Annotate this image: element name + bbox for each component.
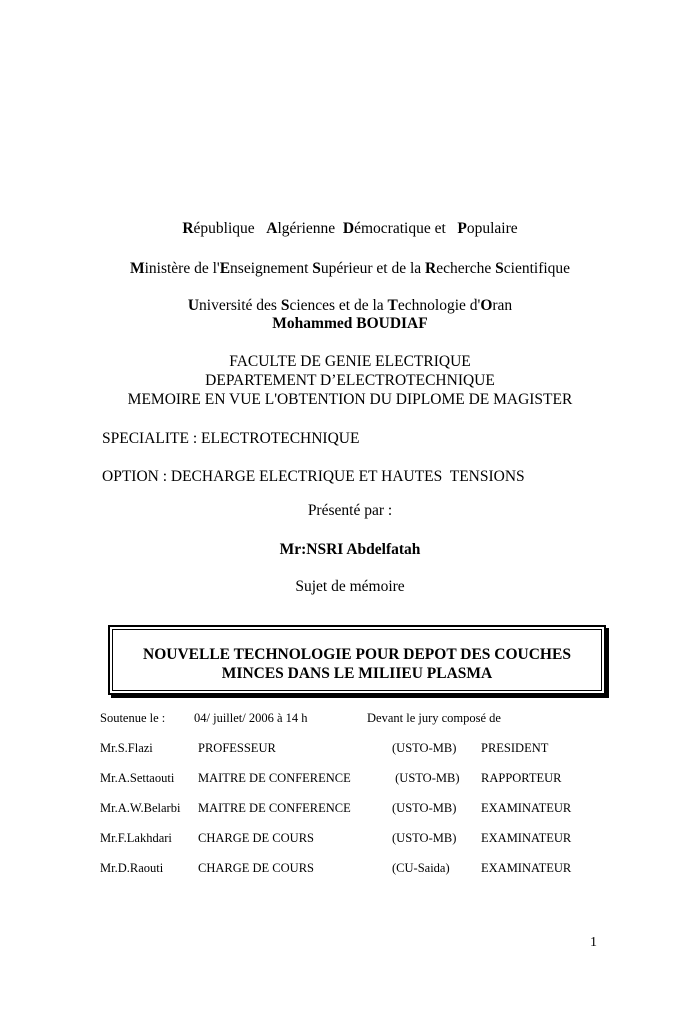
subject-label: Sujet de mémoire <box>295 578 405 595</box>
republic-initial: P <box>457 220 467 237</box>
ministry-line <box>0 260 700 278</box>
jury-role: RAPPORTEUR <box>481 771 562 785</box>
ministry-word: echerche <box>436 260 492 277</box>
ministry-initial: S <box>312 260 321 277</box>
ministry-word: cientifique <box>503 260 571 277</box>
university-word: niversité des <box>199 297 277 314</box>
ministry-word: inistère de l' <box>144 260 220 277</box>
specialite-line: SPECIALITE : ELECTROTECHNIQUE <box>102 430 360 447</box>
republic-initial: R <box>182 220 194 237</box>
jury-institution: (USTO-MB) <box>392 771 460 785</box>
university-initial: S <box>280 297 290 314</box>
defense-date: 04/ juillet/ 2006 à 14 h <box>194 711 308 725</box>
option-line: OPTION : DECHARGE ELECTRIQUE ET HAUTES TENSIONS <box>102 468 525 485</box>
presented-by-label: Présenté par : <box>307 502 393 519</box>
jury-institution: (USTO-MB) <box>392 801 457 815</box>
university-initial: U <box>187 297 200 314</box>
ministry-initial: M <box>129 260 145 277</box>
jury-grade: MAITRE DE CONFERENCE <box>198 771 351 785</box>
thesis-title-line-2: MINCES DANS LE MILIIEU PLASMA <box>221 665 493 682</box>
ministry-word: upérieur et de la <box>320 260 422 277</box>
republic-word: lgérienne <box>277 220 336 237</box>
jury-grade: CHARGE DE COURS <box>198 831 314 845</box>
jury-name: Mr.A.Settaouti <box>100 771 175 785</box>
university-word: echnologie d' <box>397 297 481 314</box>
republic-initial: D <box>342 220 355 237</box>
university-word: ran <box>492 297 513 314</box>
jury-institution: (CU-Saida) <box>392 861 450 875</box>
ministry-initial: S <box>495 260 504 277</box>
author-name: Mr:NSRI Abdelfatah <box>279 541 421 558</box>
memoire-title: MEMOIRE EN VUE L'OBTENTION DU DIPLOME DE MAGISTER <box>127 391 573 408</box>
republic-initial: A <box>266 220 278 237</box>
jury-role: PRESIDENT <box>481 741 549 755</box>
university-word: ciences et de la <box>289 297 384 314</box>
jury-institution: (USTO-MB) <box>392 831 457 845</box>
university-initial: O <box>480 297 493 314</box>
department-title: DEPARTEMENT D’ELECTROTECHNIQUE <box>205 372 495 389</box>
jury-name: Mr.A.W.Belarbi <box>100 801 181 815</box>
ministry-initial: E <box>219 260 231 277</box>
jury-role: EXAMINATEUR <box>481 801 572 815</box>
ministry-initial: R <box>425 260 437 277</box>
defense-label: Soutenue le : <box>100 711 166 725</box>
republic-word: émocratique et <box>354 220 446 237</box>
jury-label: Devant le jury composé de <box>367 711 501 725</box>
republic-word: opulaire <box>466 220 518 237</box>
jury-institution: (USTO-MB) <box>392 741 457 755</box>
thesis-title-line-1: NOUVELLE TECHNOLOGIE POUR DEPOT DES COUCHES <box>143 646 571 663</box>
jury-role: EXAMINATEUR <box>481 831 572 845</box>
university-name: Mohammed BOUDIAF <box>272 315 428 332</box>
jury-grade: MAITRE DE CONFERENCE <box>198 801 351 815</box>
university-initial: T <box>387 297 398 314</box>
jury-role: EXAMINATEUR <box>481 861 572 875</box>
page-number: 1 <box>590 935 597 950</box>
jury-name: Mr.F.Lakhdari <box>100 831 172 845</box>
university-line <box>0 297 700 315</box>
jury-name: Mr.D.Raouti <box>100 861 164 875</box>
thesis-title-box <box>108 625 606 695</box>
jury-grade: PROFESSEUR <box>198 741 276 755</box>
jury-grade: CHARGE DE COURS <box>198 861 314 875</box>
republic-line <box>0 220 700 238</box>
ministry-word: nseignement <box>230 260 309 277</box>
jury-name: Mr.S.Flazi <box>100 741 153 755</box>
faculty-title: FACULTE DE GENIE ELECTRIQUE <box>229 353 471 370</box>
republic-word: épublique <box>193 220 255 237</box>
